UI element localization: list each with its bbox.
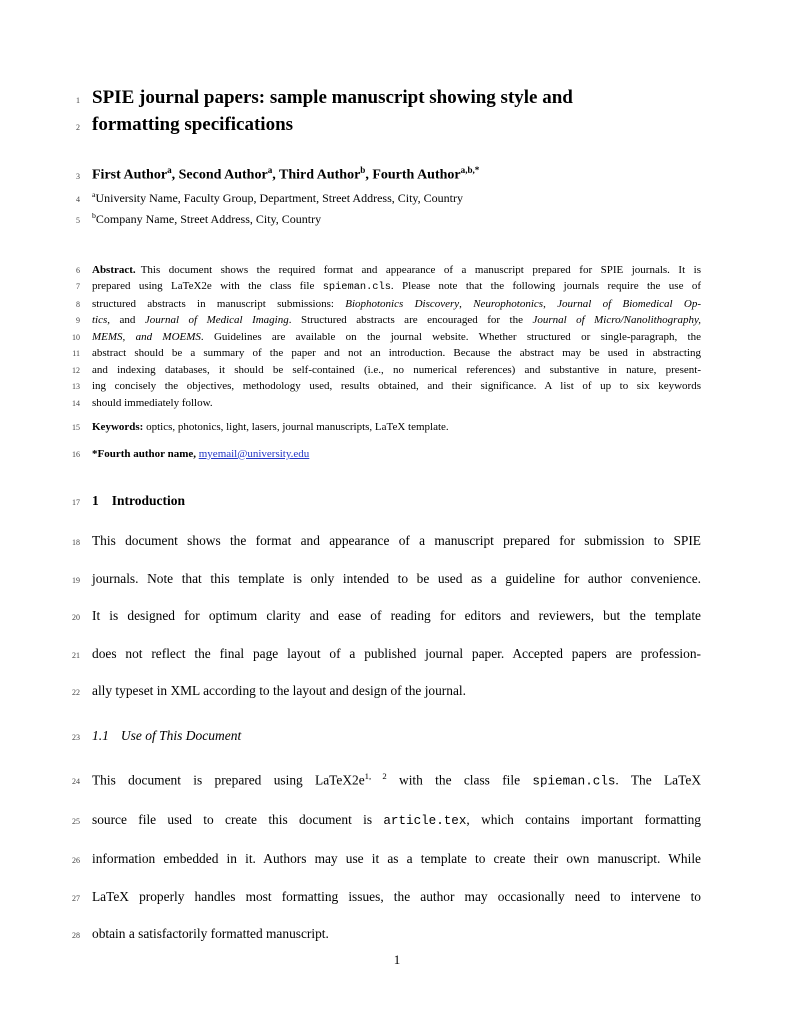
section-heading-introduction xyxy=(92,492,701,510)
affiliation-a xyxy=(92,186,701,207)
abstract-line xyxy=(0,262,794,279)
subsection-title: Use of This Document xyxy=(120,727,242,743)
line-number: 14 xyxy=(72,398,80,408)
body-segment: with the class file xyxy=(386,772,533,788)
line-number: 18 xyxy=(72,538,80,548)
body-line xyxy=(0,522,794,560)
line-number: 5 xyxy=(76,215,80,225)
subsection-number: 1.1 xyxy=(92,727,109,743)
abstract-segment: , and xyxy=(107,314,145,327)
body-text xyxy=(92,758,701,801)
abstract-segment: , xyxy=(543,297,558,310)
abstract-label: Abstract. xyxy=(92,263,136,276)
line-number: 6 xyxy=(76,265,80,275)
affiliation-text: Company Name, Street Address, City, Country xyxy=(95,211,322,226)
author-name: , Fourth Author xyxy=(365,167,461,183)
keywords-line xyxy=(0,419,794,436)
abstract-segment: This document shows the required format and appearance of a manuscript prepared for SPIE journals. It is xyxy=(140,263,701,276)
paper-title-block xyxy=(0,84,794,138)
body-line xyxy=(0,840,794,878)
body-text: journals. Note that this template is only intended to be used as a guideline for author convenience. xyxy=(92,570,701,586)
author-affiliation-mark: a xyxy=(167,165,172,175)
title-line xyxy=(0,111,794,138)
abstract-text xyxy=(92,262,701,279)
affiliation-line xyxy=(0,207,794,228)
line-number: 21 xyxy=(72,650,80,660)
body-text: ally typeset in XML according to the layout and design of the journal. xyxy=(92,683,466,699)
affiliation-mark: a xyxy=(92,189,96,199)
abstract-line xyxy=(0,345,794,362)
line-number: 17 xyxy=(72,498,80,508)
body-text: does not reflect the final page layout of a published journal paper. Accepted papers are profession- xyxy=(92,645,701,661)
body-line xyxy=(0,801,794,841)
line-number: 28 xyxy=(72,931,80,941)
line-number: 7 xyxy=(76,282,80,292)
abstract-line xyxy=(0,362,794,379)
author-affiliation-mark: a xyxy=(267,165,273,175)
affiliation-line xyxy=(0,186,794,207)
line-number: 10 xyxy=(72,332,80,342)
abstract-segment: , xyxy=(459,297,474,310)
section-heading-block xyxy=(0,492,794,510)
author-name: , Second Author xyxy=(171,167,268,183)
line-number: 25 xyxy=(72,816,80,826)
title-line xyxy=(0,84,794,111)
abstract-line xyxy=(0,329,794,346)
keywords-block xyxy=(0,419,794,436)
abstract-line xyxy=(0,312,794,329)
journal-name: Neurophotonics xyxy=(473,297,544,310)
body-line xyxy=(0,635,794,673)
abstract-text: should immediately follow. xyxy=(92,396,213,409)
line-number: 19 xyxy=(72,575,80,585)
keywords-label: Keywords: xyxy=(92,421,144,434)
line-number: 23 xyxy=(72,732,80,742)
line-number: 4 xyxy=(76,194,80,204)
author-line xyxy=(0,160,794,186)
author-name: , Third Author xyxy=(272,167,361,183)
body-line xyxy=(0,560,794,598)
body-line xyxy=(0,915,794,953)
code-inline: spieman.cls xyxy=(322,281,391,294)
author-block xyxy=(0,160,794,228)
subsection-heading-block xyxy=(0,726,794,746)
abstract-text: abstract should be a summary of the paper and not an introduction. Because the abstract may be used in abstracting xyxy=(92,347,701,360)
abstract-text: and indexing databases, it should be self-contained (i.e., no numerical references) and substantive in nature, present- xyxy=(92,363,701,376)
body-text: It is designed for optimum clarity and ease of reading for editors and reviewers, but the template xyxy=(92,608,701,624)
paper-title: formatting specifications xyxy=(92,114,294,135)
abstract-text xyxy=(92,329,701,346)
section-heading-line xyxy=(0,492,794,510)
footnote-block xyxy=(0,446,794,463)
abstract-line xyxy=(0,296,794,313)
body-segment: source file used to create this document is xyxy=(92,811,384,827)
footnote-line xyxy=(0,446,794,463)
page-number: 1 xyxy=(393,952,401,967)
section-title: Introduction xyxy=(111,493,186,509)
line-number: 9 xyxy=(76,316,80,326)
abstract-line xyxy=(0,278,794,296)
line-number: 1 xyxy=(76,96,80,105)
line-number: 26 xyxy=(72,856,80,866)
line-number: 8 xyxy=(76,299,80,309)
body-line xyxy=(0,758,794,801)
abstract-text xyxy=(92,312,701,329)
author-list xyxy=(92,160,701,186)
abstract-segment: structured abstracts in manuscript submissions: xyxy=(92,297,346,310)
abstract-block xyxy=(0,262,794,412)
subsection-heading-use-of-this-document xyxy=(92,726,701,746)
body-text: obtain a satisfactorily formatted manuscript. xyxy=(92,926,329,942)
body-text xyxy=(92,801,701,841)
journal-name: tics xyxy=(92,314,108,327)
paragraph-block xyxy=(0,522,794,710)
abstract-line xyxy=(0,395,794,412)
line-number: 15 xyxy=(72,423,80,433)
line-number: 27 xyxy=(72,893,80,903)
email-link[interactable]: myemail@university.edu xyxy=(198,447,310,460)
citation-superscript: 1, 2 xyxy=(364,770,387,781)
author-affiliation-mark: a,b,* xyxy=(460,165,480,175)
line-number: 16 xyxy=(72,449,80,459)
line-number: 3 xyxy=(76,171,80,181)
code-inline: article.tex xyxy=(383,813,467,828)
keywords-text xyxy=(92,419,701,436)
journal-name: MEMS, and MOEMS xyxy=(92,330,201,343)
body-segment: . The LaTeX xyxy=(615,772,701,788)
journal-name: Journal of Micro/Nanolithography, xyxy=(532,314,701,327)
line-number: 2 xyxy=(76,123,80,132)
affiliation-mark: b xyxy=(92,210,96,220)
body-line xyxy=(0,878,794,916)
code-inline: spieman.cls xyxy=(532,774,616,789)
corresponding-author-footnote xyxy=(92,446,701,463)
body-text: information embedded in it. Authors may use it as a template to create their own manuscript. While xyxy=(92,851,701,867)
section-number: 1 xyxy=(92,493,99,509)
subsection-heading-line xyxy=(0,726,794,746)
abstract-segment: . Guidelines are available on the journal website. Whether structured or single-paragraph, the xyxy=(200,330,701,343)
abstract-segment: prepared using LaTeX2e with the class file xyxy=(92,280,323,293)
footnote-text: *Fourth author name, xyxy=(92,447,199,460)
abstract-line xyxy=(0,378,794,395)
affiliation-text: University Name, Faculty Group, Department, Street Address, City, Country xyxy=(95,190,463,205)
keywords-list: optics, photonics, light, lasers, journal manuscripts, LaTeX template. xyxy=(143,421,449,434)
body-text: LaTeX properly handles most formatting issues, the author may occasionally need to intervene to xyxy=(92,888,701,904)
line-number: 22 xyxy=(72,688,80,698)
abstract-segment: . Structured abstracts are encouraged for the xyxy=(288,314,533,327)
journal-name: Biophotonics Discovery xyxy=(345,297,460,310)
line-number: 11 xyxy=(72,349,80,359)
body-line xyxy=(0,597,794,635)
journal-name: Journal of Biomedical Op- xyxy=(557,297,701,310)
line-number: 24 xyxy=(72,777,80,787)
abstract-text xyxy=(92,278,701,296)
body-segment: This document is prepared using LaTeX2e xyxy=(92,772,365,788)
abstract-segment: . Please note that the following journals require the use of xyxy=(390,280,701,293)
author-name: First Author xyxy=(92,167,168,183)
line-number: 20 xyxy=(72,613,80,623)
body-segment: , which contains important formatting xyxy=(466,811,701,827)
line-number: 12 xyxy=(72,365,80,375)
paper-title: SPIE journal papers: sample manuscript showing style and xyxy=(92,87,573,108)
body-line xyxy=(0,672,794,710)
affiliation-b xyxy=(92,207,701,228)
author-affiliation-mark: b xyxy=(360,165,366,175)
body-text: This document shows the format and appearance of a manuscript prepared for submission to SPIE xyxy=(92,533,701,549)
line-number: 13 xyxy=(72,382,80,392)
paragraph-block xyxy=(0,758,794,953)
abstract-text xyxy=(92,296,701,313)
journal-name: Journal of Medical Imaging xyxy=(144,314,289,327)
abstract-text: ing concisely the objectives, methodology used, results obtained, and their significance. A list of up to six keywords xyxy=(92,380,701,393)
